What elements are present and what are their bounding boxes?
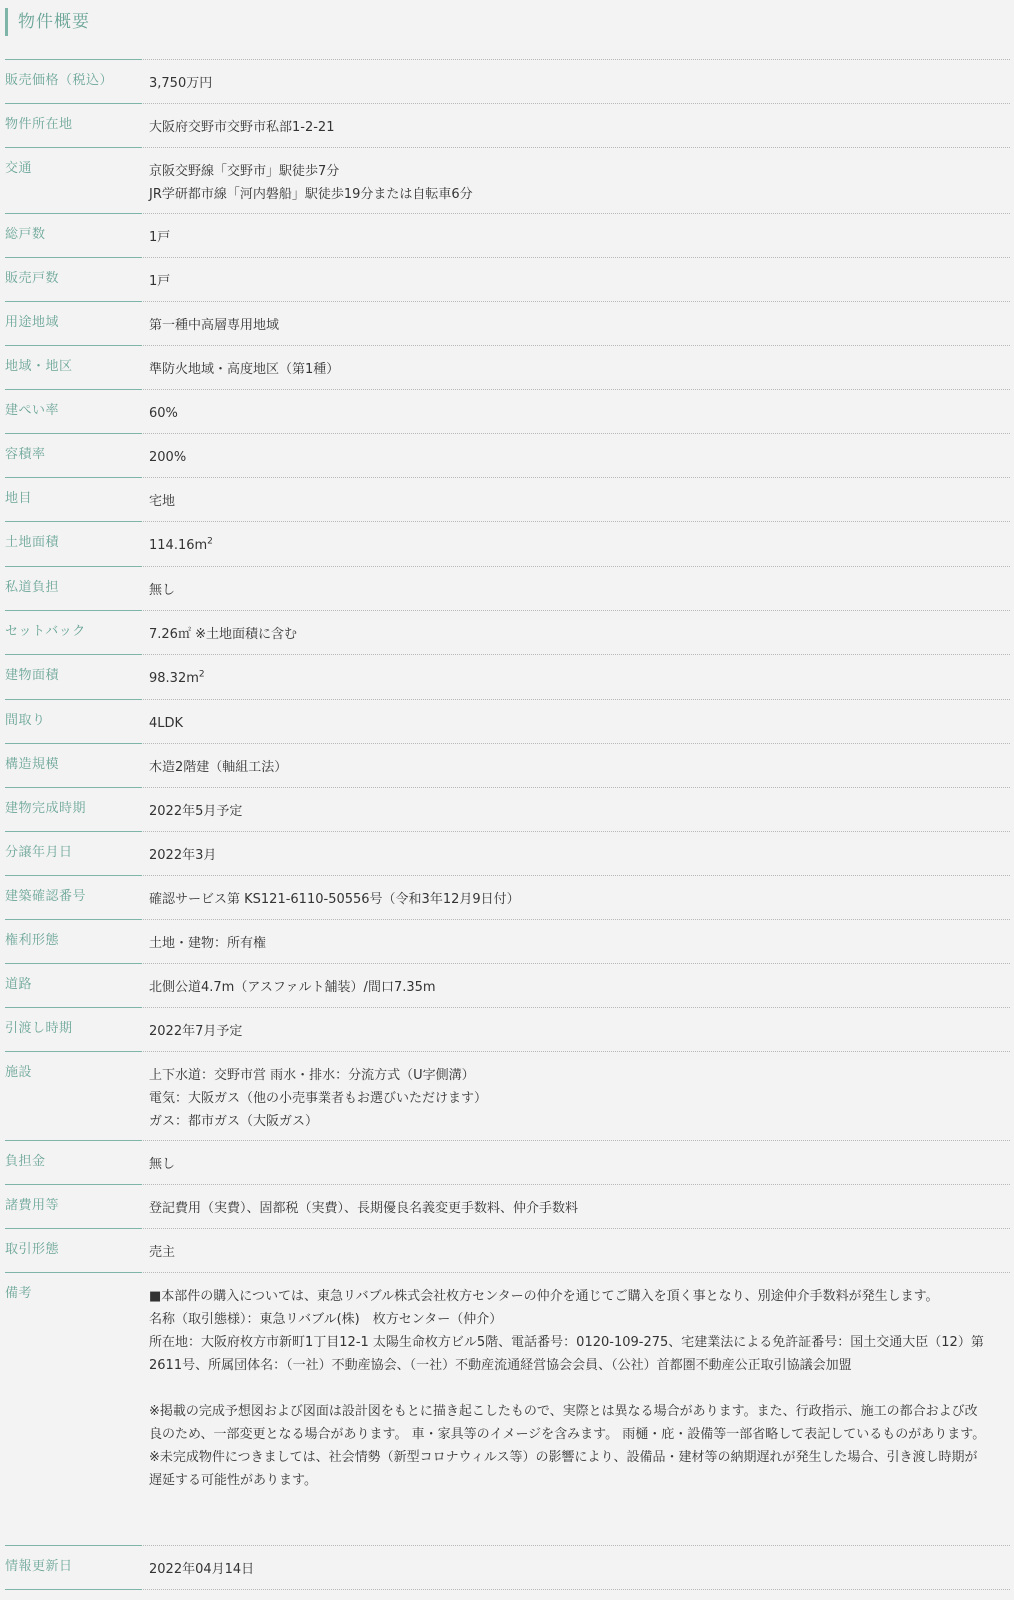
spec-row	[5, 875, 1010, 919]
spec-row	[5, 257, 1010, 301]
spec-row	[5, 521, 1010, 566]
spec-row	[5, 147, 1010, 213]
spec-value-text: 1戸	[149, 230, 171, 245]
spec-value	[149, 478, 1010, 513]
spec-row	[5, 103, 1010, 147]
spec-label: 構造規模	[5, 757, 60, 772]
spec-value-text: 大阪府交野市交野市私部1-2-21	[149, 120, 335, 135]
spec-label: 間取り	[5, 713, 46, 728]
spec-label: 権利形態	[5, 933, 60, 948]
spec-label: 地目	[5, 491, 33, 506]
spec-value-text: 北側公道4.7m（アスファルト舗装）/間口7.35m	[149, 980, 436, 995]
spec-value	[149, 148, 1010, 206]
spec-value	[149, 346, 1010, 381]
spec-value	[149, 1141, 1010, 1176]
spec-row	[5, 301, 1010, 345]
spec-label: 容積率	[5, 447, 46, 462]
spec-row	[5, 566, 1010, 610]
spec-value	[149, 434, 1010, 469]
spec-label: 建物面積	[5, 668, 60, 683]
spec-value-text: 宅地	[149, 494, 176, 509]
spec-row	[5, 477, 1010, 521]
spec-value-text: 1戸	[149, 274, 171, 289]
spec-row	[5, 699, 1010, 743]
spec-row	[5, 1051, 1010, 1140]
spec-value-text: ■本部件の購入については、東急リバブル株式会社枚方センターの仲介を通じてご購入を頂く事となり、別途仲介手数料が発生します。 名称（取引態様）：東急リバブル(株) 枚方センター（仲介） 所在地：大阪府枚方市新町1丁目12-1 太陽生命枚方ビル5階、電話番号：0120-109-275、宅建業法による免許証番号：国土交通大臣（12）第2611号、所属団体名：（一社）不動産協会、（一社）不動産流通経営協会会員、（公社）首都圏不動産公正取引協議会加盟 ※掲載の完成予想図および図面は設計図をもとに描き起こしたもので、実際とは異なる場合があります。また、行政指示、施工の都合および改良のため、一部変更となる場合があります。 車・家具等のイメージを含みます。 雨樋・庇・設備等一部省略して表記しているものがあります。 ※未完成物件につきましては、社会情勢（新型コロナウィルス等）の影響により、設備品・建材等の納期遅れが発生した場合、引き渡し時期が遅延する可能性があります。	[149, 1289, 986, 1488]
spec-value-text: 上下水道：交野市営 雨水・排水：分流方式（U字側溝） 電気：大阪ガス（他の小売事業者もお選びいただけます） ガス：都市ガス（大阪ガス）	[149, 1068, 488, 1129]
spec-value	[149, 611, 1010, 646]
unit-superscript: 2	[198, 669, 205, 680]
spec-label: 物件所在地	[5, 117, 73, 132]
spec-value	[149, 567, 1010, 602]
spec-value	[149, 1008, 1010, 1043]
spec-row	[5, 919, 1010, 963]
spec-value-text: 200%	[149, 450, 187, 465]
spec-label: 用途地域	[5, 315, 60, 330]
spec-value	[149, 876, 1010, 911]
spec-row	[5, 743, 1010, 787]
spec-value	[149, 104, 1010, 139]
spec-label: 建築確認番号	[5, 889, 87, 904]
spec-label: 施設	[5, 1065, 33, 1080]
spec-row	[5, 213, 1010, 257]
spec-label: 分譲年月日	[5, 845, 73, 860]
spec-value	[149, 788, 1010, 823]
spec-value	[149, 832, 1010, 867]
spec-value	[149, 700, 1010, 735]
spec-value-text: 木造2階建（軸組工法）	[149, 760, 288, 775]
property-spec-table	[5, 59, 1010, 1590]
spec-value-text: 登記費用（実費）、固都税（実費）、長期優良名義変更手数料、仲介手数料	[149, 1201, 579, 1216]
spec-value	[149, 744, 1010, 779]
spec-value-text: 無し	[149, 1157, 176, 1172]
spec-value-text: 4LDK	[149, 716, 184, 731]
spec-value-text: 2022年7月予定	[149, 1024, 243, 1039]
spec-value	[149, 1546, 1010, 1581]
spec-label: 販売価格（税込）	[5, 73, 114, 88]
spec-row	[5, 345, 1010, 389]
spec-row	[5, 389, 1010, 433]
spec-label: 道路	[5, 977, 33, 992]
spec-value-text: 確認サービス第 KS121-6110-50556号（令和3年12月9日付）	[149, 892, 520, 907]
spec-value	[149, 258, 1010, 293]
spec-row	[5, 963, 1010, 1007]
spec-value-text: 売主	[149, 1245, 176, 1260]
section-title: 物件概要	[5, 8, 90, 36]
spec-row	[5, 1228, 1010, 1272]
spec-label: 私道負担	[5, 580, 60, 595]
spec-value-text: 7.26㎡ ※土地面積に含む	[149, 627, 297, 642]
spec-value-text: 3,750万円	[149, 76, 213, 91]
spec-row	[5, 433, 1010, 477]
spec-value	[149, 214, 1010, 249]
spec-value	[149, 964, 1010, 999]
spec-row	[5, 1545, 1010, 1590]
spec-value	[149, 920, 1010, 955]
spec-label: 地域・地区	[5, 359, 73, 374]
spec-value-text: 第一種中高層専用地域	[149, 318, 280, 333]
spec-value-text: 京阪交野線「交野市」駅徒歩7分 JR学研都市線「河内磐船」駅徒歩19分または自転車6分	[149, 164, 473, 202]
spec-row	[5, 1184, 1010, 1228]
spec-value-text: 2022年04月14日	[149, 1562, 255, 1577]
spec-row	[5, 1007, 1010, 1051]
spec-row	[5, 59, 1010, 103]
unit-superscript: 2	[207, 536, 213, 547]
spec-label: 情報更新日	[5, 1559, 73, 1574]
spec-value-text: 2022年3月	[149, 848, 217, 863]
spec-label: 建物完成時期	[5, 801, 87, 816]
spec-label: 交通	[5, 161, 33, 176]
spec-value-text: 98.32m	[149, 671, 199, 686]
spec-value	[149, 655, 1010, 690]
spec-value	[149, 1229, 1010, 1264]
spec-row	[5, 787, 1010, 831]
spec-row	[5, 1272, 1010, 1545]
spec-label: 備考	[5, 1286, 33, 1301]
spec-label: セットバック	[5, 624, 86, 639]
spec-label: 総戸数	[5, 227, 46, 242]
spec-label: 建ぺい率	[5, 403, 60, 418]
spec-value-text: 準防火地域・高度地区（第1種）	[149, 362, 340, 377]
spec-value	[149, 1185, 1010, 1220]
spec-value-text: 60%	[149, 406, 178, 421]
spec-value-text: 114.16m	[149, 538, 208, 553]
spec-row	[5, 654, 1010, 699]
spec-row	[5, 831, 1010, 875]
spec-label: 販売戸数	[5, 271, 60, 286]
spec-row	[5, 610, 1010, 654]
spec-label: 土地面積	[5, 535, 60, 550]
spec-value-text: 土地・建物：所有権	[149, 936, 267, 951]
spec-label: 取引形態	[5, 1242, 60, 1257]
spec-row	[5, 1140, 1010, 1184]
spec-value	[149, 1052, 1010, 1133]
spec-label: 諸費用等	[5, 1198, 60, 1213]
spec-value-text: 無し	[149, 583, 176, 598]
spec-value	[149, 60, 1010, 95]
spec-value	[149, 390, 1010, 425]
spec-value	[149, 302, 1010, 337]
spec-value	[149, 1273, 1010, 1492]
spec-value	[149, 522, 1010, 557]
spec-label: 負担金	[5, 1154, 46, 1169]
spec-label: 引渡し時期	[5, 1021, 73, 1036]
spec-value-text: 2022年5月予定	[149, 804, 243, 819]
